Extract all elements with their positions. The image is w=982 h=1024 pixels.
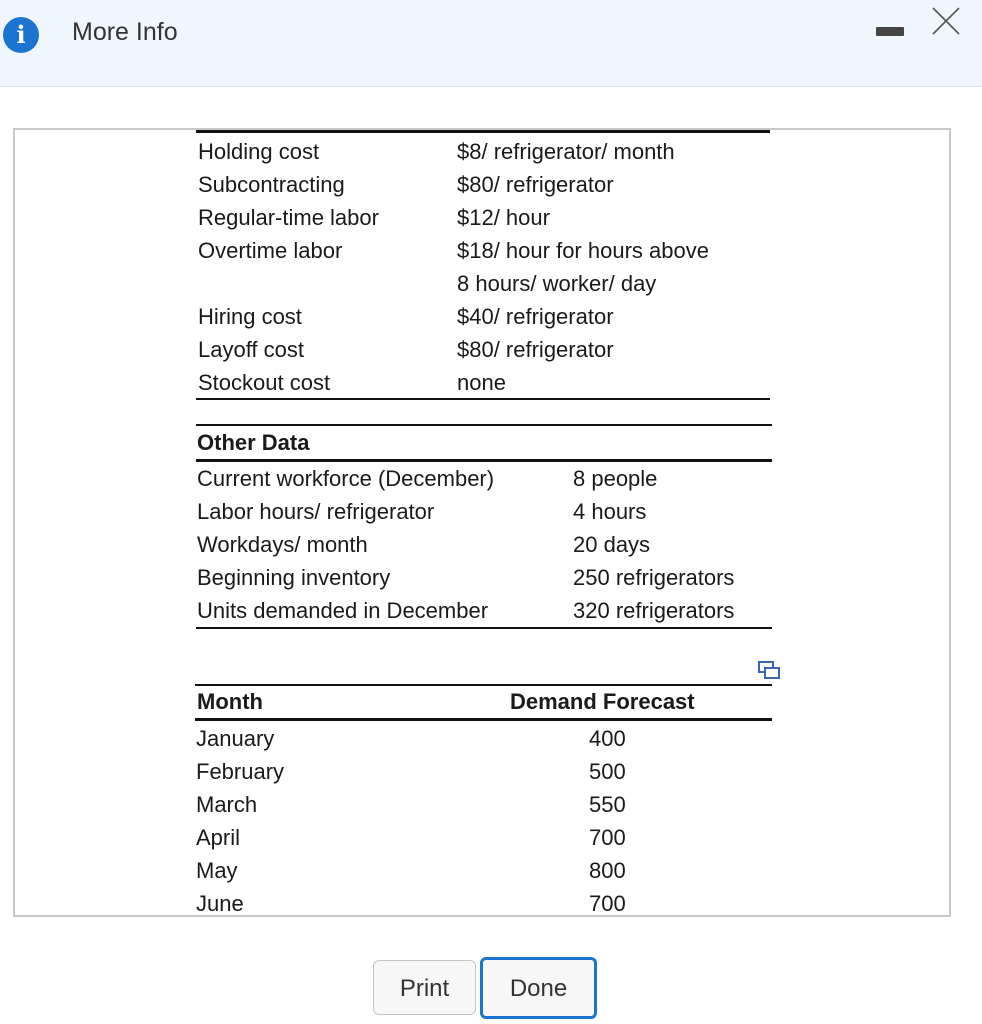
cost-value: $12/ hour — [457, 205, 550, 230]
other-data-label: Current workforce (December) — [197, 466, 495, 491]
cost-value: $18/ hour for hours above — [457, 238, 709, 263]
table-row-forecast: 550 — [589, 792, 626, 817]
other-data-label: Beginning inventory — [197, 565, 391, 590]
table-row-month: April — [196, 825, 241, 850]
dialog-header — [0, 0, 982, 87]
close-icon[interactable] — [930, 5, 962, 37]
column-header-month: Month — [197, 689, 263, 714]
other-data-value: 8 people — [573, 466, 658, 491]
table-row-forecast: 700 — [589, 825, 626, 850]
table-rule — [196, 130, 770, 133]
other-data-label: Workdays/ month — [197, 532, 368, 557]
table-row-forecast: 700 — [589, 891, 626, 916]
table-rule — [196, 459, 772, 462]
print-button[interactable]: Print — [373, 960, 476, 1015]
table-row-forecast: 500 — [589, 759, 626, 784]
cost-value: $8/ refrigerator/ month — [457, 139, 675, 164]
cost-label: Layoff cost — [198, 337, 304, 362]
table-row-month: February — [196, 759, 285, 784]
other-data-value: 20 days — [573, 532, 651, 557]
other-data-heading: Other Data — [197, 430, 310, 455]
other-data-label: Units demanded in December — [197, 598, 489, 623]
table-row-forecast: 800 — [589, 858, 626, 883]
table-row-month: March — [196, 792, 258, 817]
other-data-value: 320 refrigerators — [573, 598, 735, 623]
other-data-value: 250 refrigerators — [573, 565, 735, 590]
cost-value: $80/ refrigerator — [457, 337, 614, 362]
table-row-month: May — [196, 858, 238, 883]
table-rule — [195, 718, 772, 721]
table-rule — [196, 627, 772, 629]
cost-value-continued: 8 hours/ worker/ day — [457, 271, 657, 296]
table-row-month: January — [196, 726, 275, 751]
cost-value: $40/ refrigerator — [457, 304, 614, 329]
cost-label: Regular-time labor — [198, 205, 379, 230]
info-icon: i — [3, 17, 39, 53]
table-row-forecast: 400 — [589, 726, 626, 751]
copy-icon[interactable] — [757, 660, 781, 680]
cost-label: Holding cost — [198, 139, 320, 164]
column-header-forecast: Demand Forecast — [510, 689, 695, 714]
cost-label: Subcontracting — [198, 172, 345, 197]
other-data-label: Labor hours/ refrigerator — [197, 499, 435, 524]
done-button[interactable]: Done — [480, 957, 597, 1019]
table-rule — [196, 424, 772, 426]
cost-label: Overtime labor — [198, 238, 343, 263]
cost-label: Hiring cost — [198, 304, 302, 329]
dialog-title: More Info — [72, 18, 178, 46]
minimize-button[interactable] — [876, 27, 904, 36]
cost-label: Stockout cost — [198, 370, 331, 395]
cost-value: none — [457, 370, 506, 395]
table-rule — [196, 398, 770, 400]
cost-value: $80/ refrigerator — [457, 172, 614, 197]
table-rule — [195, 684, 772, 686]
other-data-value: 4 hours — [573, 499, 647, 524]
table-row-month: June — [196, 891, 244, 916]
